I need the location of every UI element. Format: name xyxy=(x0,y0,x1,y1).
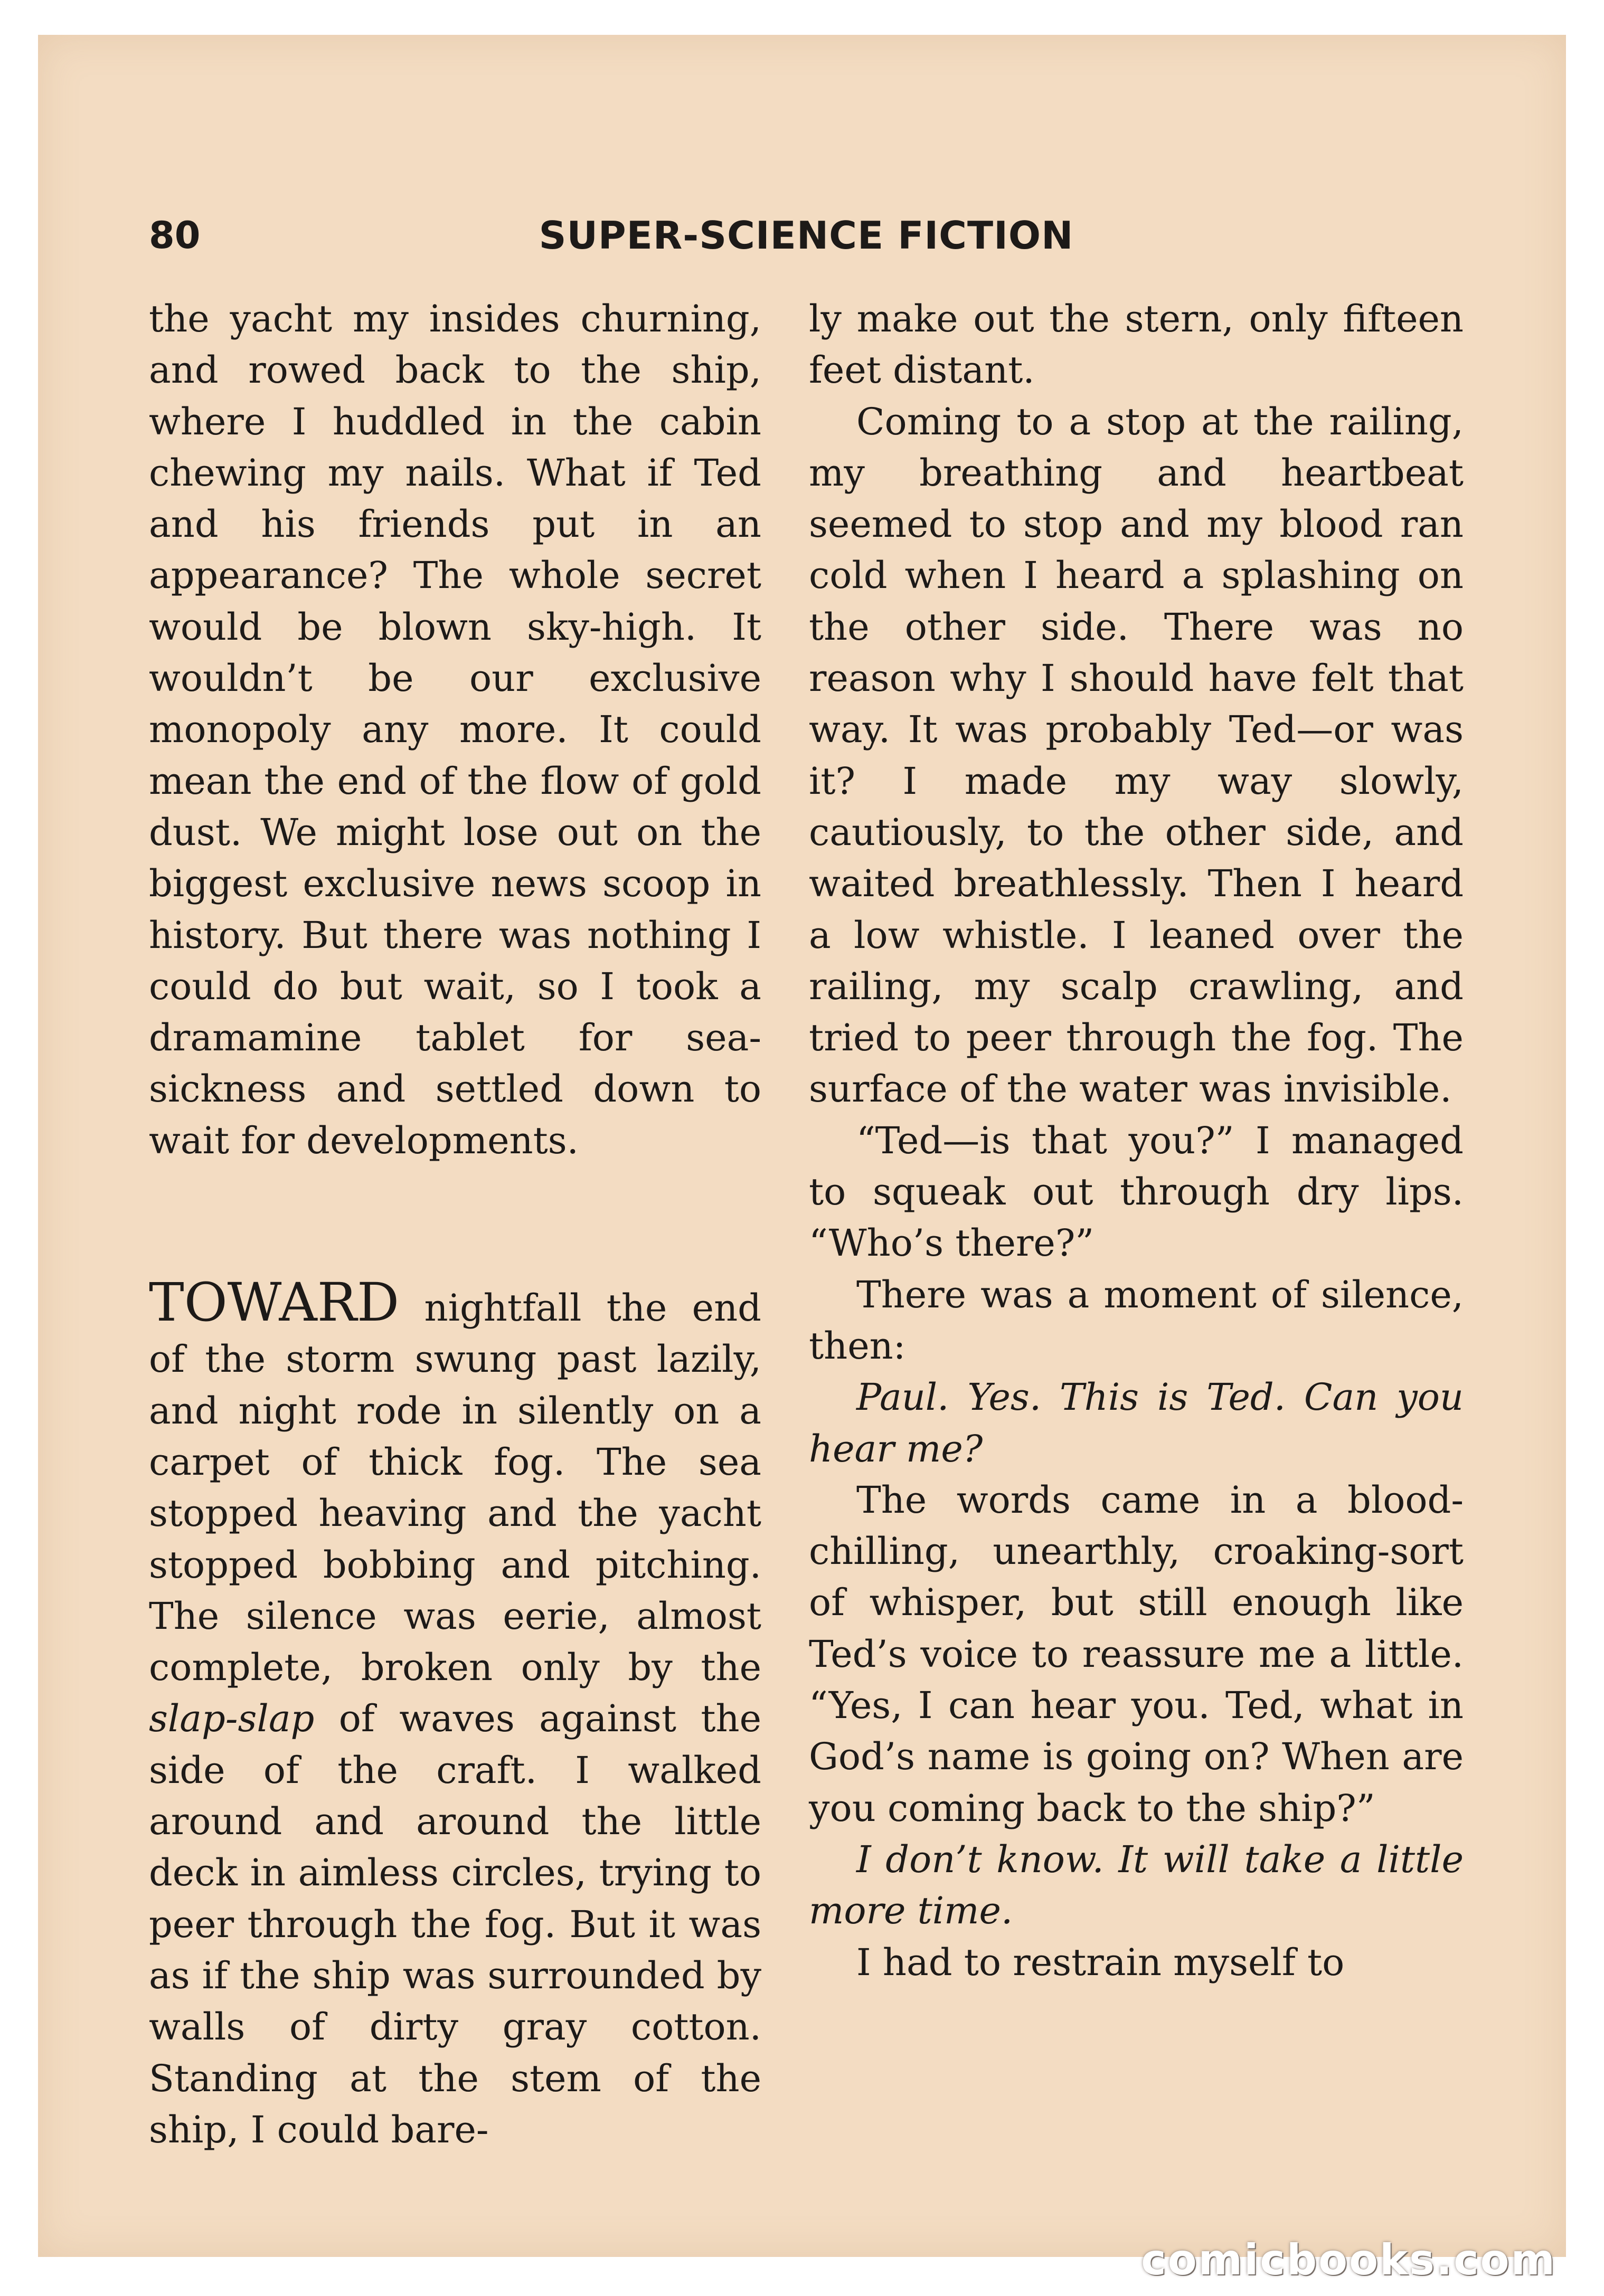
right-paragraph-6: The words came in a blood-chilling, unearthly, croaking-sort of whisper, but still enough like Ted’s voice to reassure me a little. “Yes, I can hear you. Ted, what in God’s name is going on? When are you coming back to the ship?” xyxy=(809,1478,1464,1830)
sound-effect-text: slap-slap xyxy=(149,1697,315,1741)
left-paragraph-2-end: of waves against the side of the craft. I walked around and around the little deck in aimless circles, trying to peer through the fog. But it was as if the ship was surrounded by walls of dirty gray cotton. Standing at the stem of the ship, I could bare- xyxy=(149,1697,761,2151)
page-number: 80 xyxy=(149,214,201,257)
running-head: SUPER-SCIENCE FICTION xyxy=(539,213,1074,258)
right-paragraph-5: Paul. Yes. This is Ted. Can you hear me? xyxy=(809,1375,1464,1470)
left-paragraph-2-text: nightfall the end of the storm swung past lazily, and night rode in silently on a carpet of thick fog. The sea stopped heaving and the yacht stopped bobbing and pitching. The silence was eerie, almost complete, broken only by the xyxy=(149,1286,761,1690)
left-column xyxy=(149,293,761,2156)
left-paragraph-2 xyxy=(149,1272,761,2156)
right-paragraph-7: I don’t know. It will take a little more time. xyxy=(809,1837,1464,1933)
page-header xyxy=(149,209,1464,272)
right-paragraph-8: I had to restrain myself to xyxy=(856,1940,1345,1984)
drop-cap-word: TOWARD xyxy=(149,1272,400,1334)
right-paragraph-3: “Ted—is that you?” I managed to squeak out through dry lips. “Who’s there?” xyxy=(809,1118,1464,1265)
right-paragraph-1: ly make out the stern, only fifteen feet distant. xyxy=(809,297,1464,392)
left-paragraph-1: the yacht my insides churning, and rowed back to the ship, where I huddled in the cabin chewing my nails. What if Ted and his friends put in an appearance? The whole secret would be blown sky-high. It wouldn’t be our exclusive monopoly any more. It could mean the end of the flow of gold dust. We might lose out on the biggest exclusive news scoop in history. But there was nothing I could do but wait, so I took a dramamine tablet for sea-sickness and settled down to wait for developments. xyxy=(149,297,761,1162)
section-break xyxy=(149,1166,761,1280)
watermark: comicbooks.com xyxy=(1141,2235,1556,2284)
magazine-page xyxy=(38,35,1566,2257)
right-column xyxy=(809,293,1464,1988)
right-paragraph-2: Coming to a stop at the railing, my breathing and heartbeat seemed to stop and my blood ran cold when I heard a splashing on the other side. There was no reason why I should have felt that way. It was probably Ted—or was it? I made my way slowly, cautiously, to the other side, and waited breathlessly. Then I heard a low whistle. I leaned over the railing, my scalp crawling, and tried to peer through the fog. The surface of the water was invisible. xyxy=(809,400,1464,1111)
right-paragraph-4: There was a moment of silence, then: xyxy=(809,1273,1464,1368)
